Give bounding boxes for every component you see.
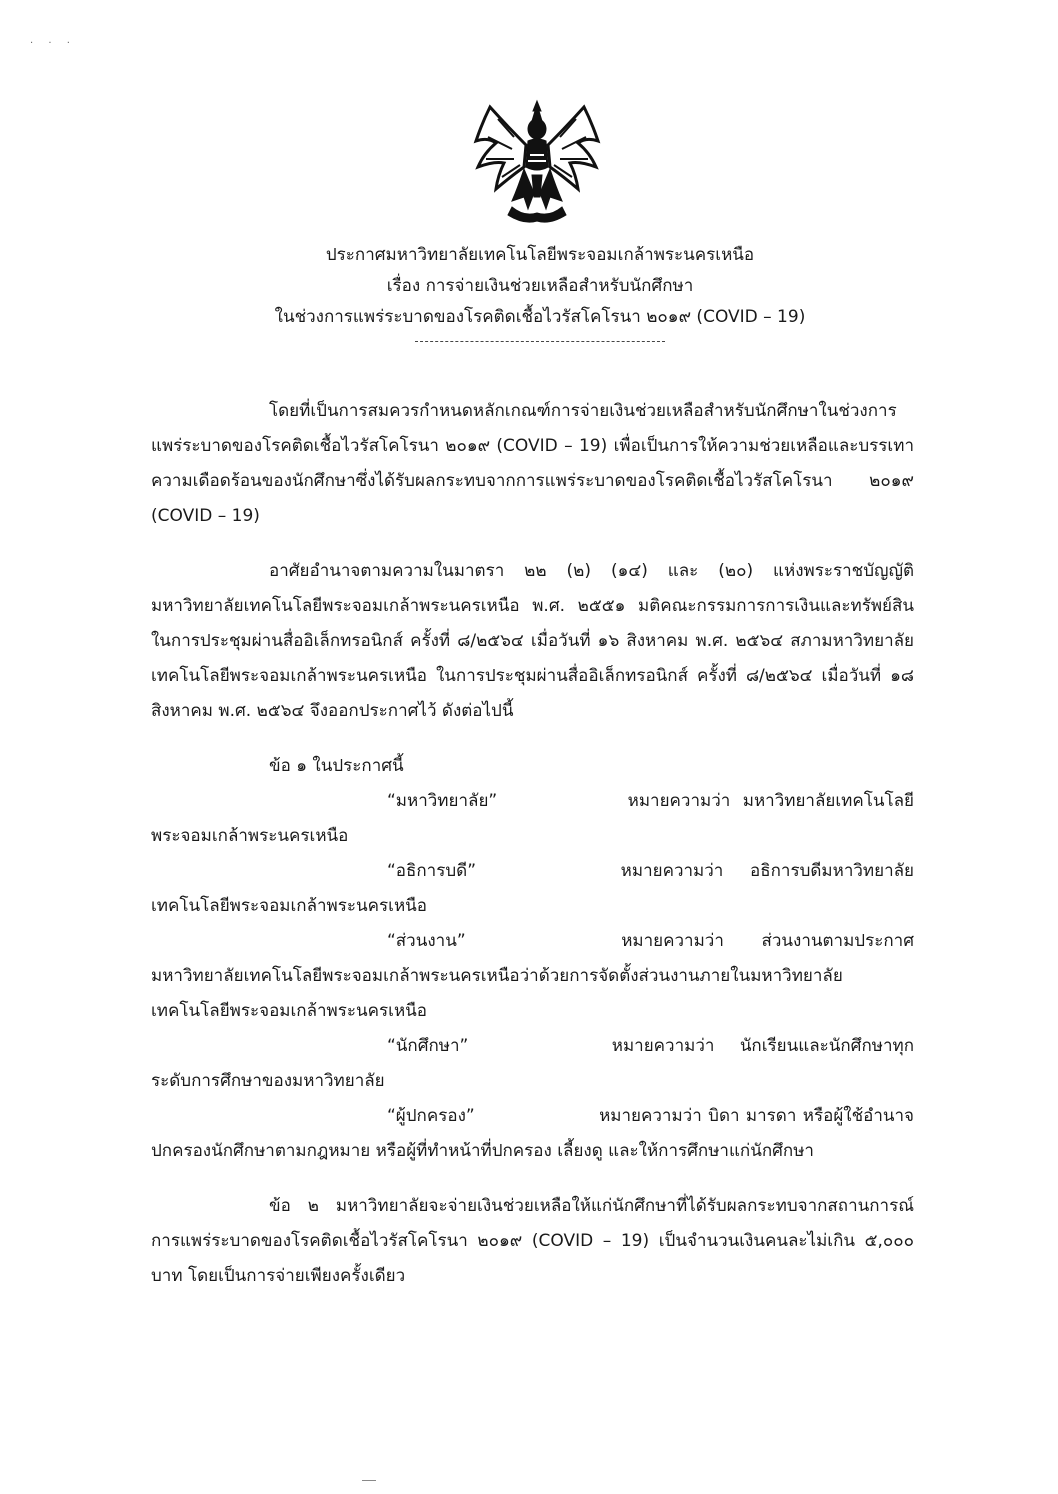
clause-2: ข้อ ๒ มหาวิทยาลัยจะจ่ายเงินช่วยเหลือให้แก่นักศึกษาที่ได้รับผลกระทบจากสถานการณ์การแพร่ระบาดของโรคติดเชื้อไวรัสโคโรนา ๒๐๑๙ (COVID – 19) เป็นจำนวนเงินคนละไม่เกิน ๕,๐๐๐ บาท โดยเป็นการจ่ายเพียงครั้งเดียว [151, 1196, 914, 1286]
definition-guardian [151, 1099, 914, 1169]
definition-text: มหาวิทยาลัยเทคโนโลยีพระจอมเกล้าพระนครเหนือ [151, 791, 914, 846]
clause-1-title: ข้อ ๑ ในประกาศนี้ [269, 756, 404, 776]
definition-text: ส่วนงานตามประกาศมหาวิทยาลัยเทคโนโลยีพระจอมเกล้าพระนครเหนือว่าด้วยการจัดตั้งส่วนงานภายในมหาวิทยาลัยเทคโนโลยีพระจอมเกล้าพระนครเหนือ [151, 931, 914, 1021]
header-line-1: ประกาศมหาวิทยาลัยเทคโนโลยีพระจอมเกล้าพระนครเหนือ [325, 245, 755, 265]
definition-text: อธิการบดีมหาวิทยาลัยเทคโนโลยีพระจอมเกล้าพระนครเหนือ [151, 861, 914, 916]
scan-artifact-footer [362, 1480, 376, 1481]
definition-term: “ส่วนงาน” [387, 931, 466, 951]
header-line-2: เรื่อง การจ่ายเงินช่วยเหลือสำหรับนักศึกษา [386, 276, 694, 296]
header-line-3: ในช่วงการแพร่ระบาดของโรคติดเชื้อไวรัสโคโรนา ๒๐๑๙ (COVID – 19) [274, 307, 806, 327]
paragraph-preamble: โดยที่เป็นการสมควรกำหนดหลักเกณฑ์การจ่ายเงินช่วยเหลือสำหรับนักศึกษาในช่วงการแพร่ระบาดของโรคติดเชื้อไวรัสโคโรนา ๒๐๑๙ (COVID – 19) เพื่อเป็นการให้ความช่วยเหลือและบรรเทาความเดือดร้อนของนักศึกษาซึ่งได้รับผลกระทบจากการแพร่ระบาดของโรคติดเชื้อไวรัสโคโรนา ๒๐๑๙ (COVID – 19) [151, 401, 914, 526]
definition-text: นักเรียนและนักศึกษาทุกระดับการศึกษาของมหาวิทยาลัย [151, 1036, 915, 1091]
definition-means: หมายความว่า [611, 1036, 715, 1056]
definition-student [151, 1029, 914, 1099]
scan-artifact-marks: · · · [30, 38, 76, 49]
definition-means: หมายความว่า [620, 861, 724, 881]
definition-unit [151, 924, 914, 1029]
definition-university [151, 784, 914, 854]
definition-text: บิดา มารดา หรือผู้ใช้อำนาจปกครองนักศึกษาตามกฎหมาย หรือผู้ที่ทำหน้าที่ปกครอง เลี้ยงดู และให้การศึกษาแก่นักศึกษา [151, 1106, 915, 1161]
document-header [140, 240, 940, 342]
definition-term: “มหาวิทยาลัย” [387, 791, 498, 811]
definition-means: หมายความว่า [599, 1106, 702, 1126]
document-body [151, 394, 914, 1294]
definition-term: “อธิการบดี” [387, 861, 477, 881]
definition-term: “ผู้ปกครอง” [387, 1106, 475, 1126]
definition-president [151, 854, 914, 924]
definition-means: หมายความว่า [627, 791, 731, 811]
header-divider [415, 341, 665, 342]
definition-means: หมายความว่า [621, 931, 724, 951]
garuda-emblem-icon [468, 97, 606, 225]
paragraph-authority: อาศัยอำนาจตามความในมาตรา ๒๒ (๒) (๑๔) และ (๒๐) แห่งพระราชบัญญัติมหาวิทยาลัยเทคโนโลยีพระจอมเกล้าพระนครเหนือ พ.ศ. ๒๕๕๑ มติคณะกรรมการการเงินและทรัพย์สิน ในการประชุมผ่านสื่ออิเล็กทรอนิกส์ ครั้งที่ ๘/๒๕๖๔ เมื่อวันที่ ๑๖ สิงหาคม พ.ศ. ๒๕๖๔ สภามหาวิทยาลัยเทคโนโลยีพระจอมเกล้าพระนครเหนือ ในการประชุมผ่านสื่ออิเล็กทรอนิกส์ ครั้งที่ ๘/๒๕๖๔ เมื่อวันที่ ๑๘ สิงหาคม พ.ศ. ๒๕๖๔ จึงออกประกาศไว้ ดังต่อไปนี้ [151, 561, 914, 721]
definition-term: “นักศึกษา” [387, 1036, 469, 1056]
